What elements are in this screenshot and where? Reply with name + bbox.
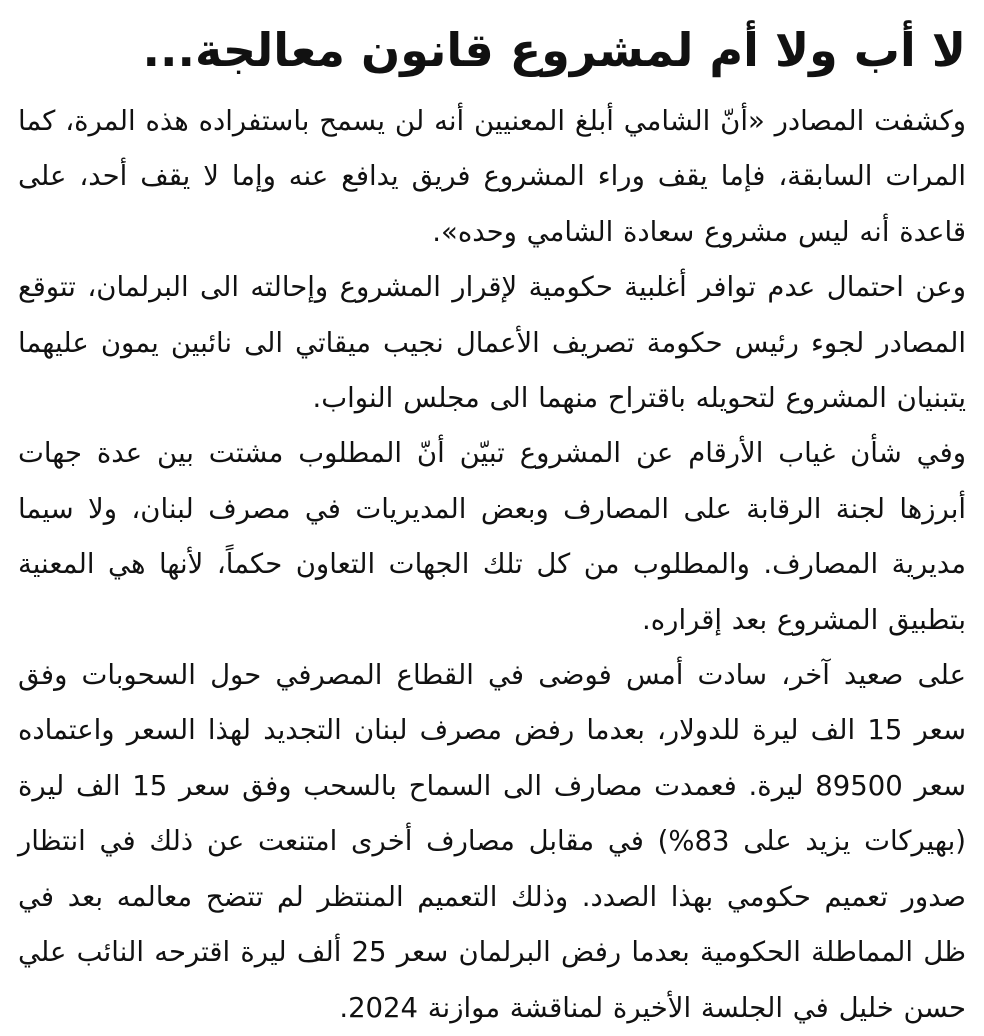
article-paragraph: على صعيد آخر، سادت أمس فوضى في القطاع المصرفي حول السحوبات وفق سعر 15 الف ليرة للدولار، بعدما رفض مصرف لبنان التجديد لهذا السعر واعتماده سعر 89500 ليرة. فعمدت مصارف الى السماح بالسحب وفق سعر 15 الف ليرة (بهيركات يزيد على 83%) في مقابل مصارف أخرى امتنعت عن ذلك في انتظار صدور تعميم حكومي بهذا الصدد. وذلك التعميم المنتظر لم تتضح معالمه بعد في ظل المماطلة الحكومية بعدما رفض البرلمان سعر 25 ألف ليرة اقترحه النائب علي حسن خليل في الجلسة الأخيرة لمناقشة موازنة 2024. [18,659,966,1024]
article-paragraph: وعن احتمال عدم توافر أغلبية حكومية لإقرار المشروع وإحالته الى البرلمان، تتوقع المصادر لجوء رئيس حكومة تصريف الأعمال نجيب ميقاتي الى نائبين يمون عليهما يتبنيان المشروع لتحويله باقتراح منهما الى مجلس النواب. [18,271,966,415]
article-body [18,94,966,1036]
article-paragraph: وفي شأن غياب الأرقام عن المشروع تبيّن أنّ المطلوب مشتت بين عدة جهات أبرزها لجنة الرقابة على المصارف وبعض المديريات في مصرف لبنان، ولا سيما مديرية المصارف. والمطلوب من كل تلك الجهات التعاون حكماً، لأنها هي المعنية بتطبيق المشروع بعد إقراره. [18,437,966,636]
article-paragraph: وكشفت المصادر «أنّ الشامي أبلغ المعنيين أنه لن يسمح باستفراده هذه المرة، كما المرات السابقة، فإما يقف وراء المشروع فريق يدافع عنه وإما لا يقف أحد، على قاعدة أنه ليس مشروع سعادة الشامي وحده». [18,105,966,248]
news-article [18,14,966,1024]
article-headline: لا أب ولا أم لمشروع قانون معالجة... [142,23,966,77]
